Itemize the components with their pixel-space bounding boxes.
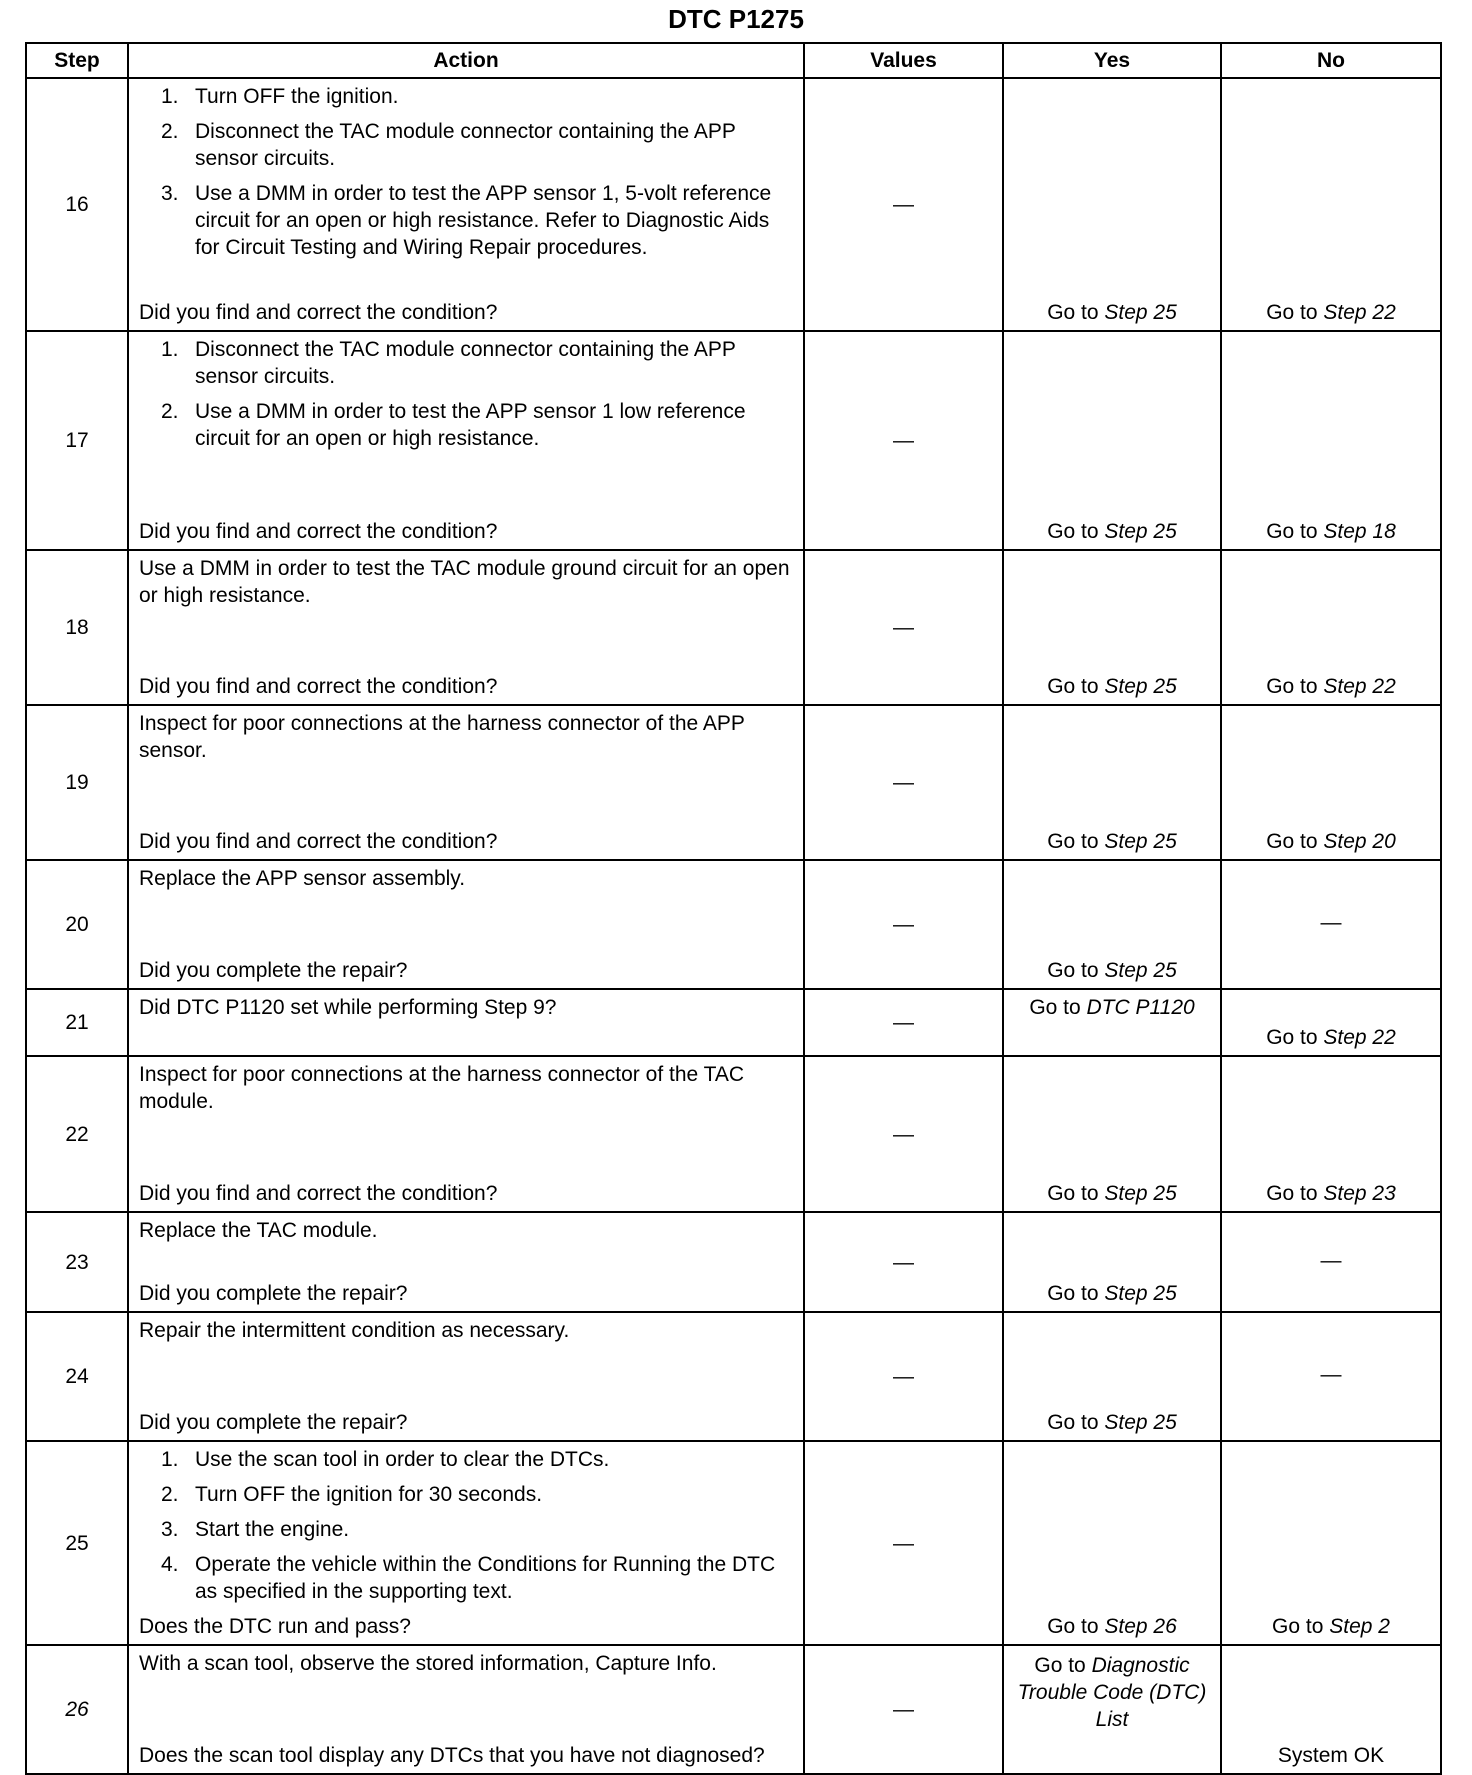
- action-item: [139, 1551, 793, 1605]
- action-text: With a scan tool, observe the stored information, Capture Info.: [139, 1652, 717, 1675]
- yes-link[interactable]: Go to Step 25: [1047, 301, 1177, 324]
- action-question: Did you find and correct the condition?: [139, 1182, 498, 1205]
- yes-cell: [1003, 1056, 1221, 1212]
- action-question: Does the DTC run and pass?: [139, 1615, 411, 1638]
- no-link[interactable]: Go to Step 23: [1266, 1182, 1396, 1205]
- action-question: Did you find and correct the condition?: [139, 520, 498, 543]
- no-link[interactable]: System OK: [1277, 1744, 1385, 1767]
- table-row: [26, 705, 1441, 860]
- item-text: Turn OFF the ignition for 30 seconds.: [195, 1483, 543, 1506]
- step-number: 25: [26, 1441, 128, 1645]
- step-number: 18: [26, 550, 128, 705]
- item-number: 3.: [161, 182, 179, 205]
- action-text: Replace the APP sensor assembly.: [139, 867, 466, 890]
- no-dash: —: [1320, 911, 1342, 934]
- item-number: 2.: [161, 120, 179, 143]
- yes-cell: [1003, 78, 1221, 331]
- no-link[interactable]: Go to Step 22: [1266, 1026, 1396, 1049]
- item-number: 2.: [161, 1483, 179, 1506]
- action-text: Use a DMM in order to test the TAC module ground circuit for an open or high resistance.: [139, 557, 790, 607]
- no-link[interactable]: Go to Step 20: [1266, 830, 1396, 853]
- action-cell: [128, 860, 804, 989]
- no-cell: [1221, 78, 1441, 331]
- values-cell: —: [804, 1056, 1003, 1212]
- action-cell: [128, 1441, 804, 1645]
- yes-cell: [1003, 1645, 1221, 1774]
- step-number: 22: [26, 1056, 128, 1212]
- table-row: [26, 550, 1441, 705]
- action-item: [139, 83, 793, 110]
- header-no: No: [1221, 43, 1441, 78]
- action-text: Inspect for poor connections at the harness connector of the APP sensor.: [139, 712, 745, 762]
- item-text: Disconnect the TAC module connector containing the APP sensor circuits.: [195, 120, 736, 170]
- header-row: [26, 43, 1441, 78]
- action-item: [139, 336, 793, 390]
- step-number: 16: [26, 78, 128, 331]
- yes-cell: [1003, 550, 1221, 705]
- action-text: Inspect for poor connections at the harness connector of the TAC module.: [139, 1063, 745, 1113]
- action-item: [139, 398, 793, 452]
- no-link[interactable]: Go to Step 18: [1266, 520, 1396, 543]
- step-number: 26: [26, 1645, 128, 1774]
- no-cell: [1221, 1212, 1441, 1312]
- action-question: Does the scan tool display any DTCs that you have not diagnosed?: [139, 1744, 765, 1767]
- yes-cell: [1003, 1312, 1221, 1441]
- values-cell: —: [804, 1212, 1003, 1312]
- values-cell: —: [804, 1441, 1003, 1645]
- item-text: Operate the vehicle within the Conditions for Running the DTC as specified in the supporting text.: [195, 1553, 776, 1603]
- action-text: Repair the intermittent condition as necessary.: [139, 1319, 570, 1342]
- no-link[interactable]: Go to Step 22: [1266, 301, 1396, 324]
- yes-link[interactable]: Go to Step 25: [1047, 1411, 1177, 1434]
- yes-link[interactable]: Go to Step 25: [1047, 520, 1177, 543]
- yes-cell: [1003, 989, 1221, 1056]
- no-cell: [1221, 1441, 1441, 1645]
- step-number: 24: [26, 1312, 128, 1441]
- yes-link[interactable]: Go to Diagnostic Trouble Code (DTC) List: [1017, 1654, 1207, 1731]
- item-text: Disconnect the TAC module connector containing the APP sensor circuits.: [195, 338, 736, 388]
- action-cell: [128, 331, 804, 550]
- table-row: [26, 1645, 1441, 1774]
- yes-link[interactable]: Go to Step 25: [1047, 675, 1177, 698]
- values-cell: —: [804, 705, 1003, 860]
- values-cell: —: [804, 860, 1003, 989]
- action-question: Did you complete the repair?: [139, 1411, 408, 1434]
- action-question: Did you find and correct the condition?: [139, 830, 498, 853]
- values-cell: —: [804, 550, 1003, 705]
- action-cell: [128, 550, 804, 705]
- action-cell: [128, 78, 804, 331]
- action-cell: [128, 1645, 804, 1774]
- header-step: Step: [26, 43, 128, 78]
- yes-link[interactable]: Go to Step 25: [1047, 1182, 1177, 1205]
- yes-link[interactable]: Go to Step 26: [1047, 1615, 1177, 1638]
- header-yes: Yes: [1003, 43, 1221, 78]
- item-number: 3.: [161, 1518, 179, 1541]
- step-number: 19: [26, 705, 128, 860]
- yes-cell: [1003, 1212, 1221, 1312]
- action-question: Did you find and correct the condition?: [139, 675, 498, 698]
- item-text: Use the scan tool in order to clear the DTCs.: [195, 1448, 610, 1471]
- no-cell: [1221, 860, 1441, 989]
- table-row: [26, 1441, 1441, 1645]
- yes-link[interactable]: Go to DTC P1120: [1029, 996, 1195, 1019]
- values-cell: —: [804, 78, 1003, 331]
- step-number: 21: [26, 989, 128, 1056]
- action-question: Did you complete the repair?: [139, 959, 408, 982]
- yes-cell: [1003, 705, 1221, 860]
- no-dash: —: [1320, 1248, 1342, 1272]
- yes-link[interactable]: Go to Step 25: [1047, 1282, 1177, 1305]
- action-cell: [128, 1056, 804, 1212]
- no-cell: [1221, 331, 1441, 550]
- item-number: 2.: [161, 400, 179, 423]
- step-number: 20: [26, 860, 128, 989]
- no-cell: [1221, 1056, 1441, 1212]
- action-text: Replace the TAC module.: [139, 1219, 378, 1242]
- page-title: DTC P1275: [668, 4, 804, 34]
- header-action: Action: [128, 43, 804, 78]
- yes-cell: [1003, 860, 1221, 989]
- action-item: [139, 118, 793, 172]
- no-cell: [1221, 1312, 1441, 1441]
- action-cell: [128, 705, 804, 860]
- no-cell: [1221, 1645, 1441, 1774]
- action-cell: [128, 1212, 804, 1312]
- step-number: 17: [26, 331, 128, 550]
- values-cell: —: [804, 989, 1003, 1056]
- item-text: Turn OFF the ignition.: [195, 85, 399, 108]
- action-text: Did DTC P1120 set while performing Step 9?: [139, 996, 557, 1019]
- action-item: [139, 1516, 793, 1543]
- no-link[interactable]: Go to Step 2: [1272, 1615, 1390, 1638]
- table-row: [26, 1212, 1441, 1312]
- no-cell: [1221, 550, 1441, 705]
- yes-cell: [1003, 1441, 1221, 1645]
- values-cell: —: [804, 331, 1003, 550]
- item-text: Start the engine.: [195, 1518, 350, 1541]
- values-cell: —: [804, 1645, 1003, 1774]
- action-cell: [128, 989, 804, 1056]
- yes-link[interactable]: Go to Step 25: [1047, 959, 1177, 982]
- table-row: [26, 78, 1441, 331]
- item-number: 1.: [161, 338, 179, 361]
- action-question: Did you find and correct the condition?: [139, 301, 498, 324]
- yes-link[interactable]: Go to Step 25: [1047, 830, 1177, 853]
- table-row: [26, 1056, 1441, 1212]
- no-link[interactable]: Go to Step 22: [1266, 675, 1396, 698]
- action-item: [139, 1446, 793, 1473]
- action-question: Did you complete the repair?: [139, 1282, 408, 1305]
- no-cell: [1221, 705, 1441, 860]
- item-number: 1.: [161, 1448, 179, 1471]
- item-number: 4.: [161, 1553, 179, 1576]
- item-text: Use a DMM in order to test the APP sensor 1, 5-volt reference circuit for an open or high resistance. Refer to Diagnostic Aids for Circuit Testing and Wiring Repair procedures.: [195, 182, 772, 259]
- header-values: Values: [804, 43, 1003, 78]
- dtc-table: [25, 42, 1442, 1775]
- item-number: 1.: [161, 85, 179, 108]
- no-cell: [1221, 989, 1441, 1056]
- action-item: [139, 180, 793, 261]
- step-number: 23: [26, 1212, 128, 1312]
- table-row: [26, 860, 1441, 989]
- values-cell: —: [804, 1312, 1003, 1441]
- table-row: [26, 331, 1441, 550]
- yes-cell: [1003, 331, 1221, 550]
- action-item: [139, 1481, 793, 1508]
- table-row: [26, 1312, 1441, 1441]
- action-cell: [128, 1312, 804, 1441]
- item-text: Use a DMM in order to test the APP sensor 1 low reference circuit for an open or high resistance.: [195, 400, 746, 450]
- no-dash: —: [1320, 1363, 1342, 1386]
- table-row: [26, 989, 1441, 1056]
